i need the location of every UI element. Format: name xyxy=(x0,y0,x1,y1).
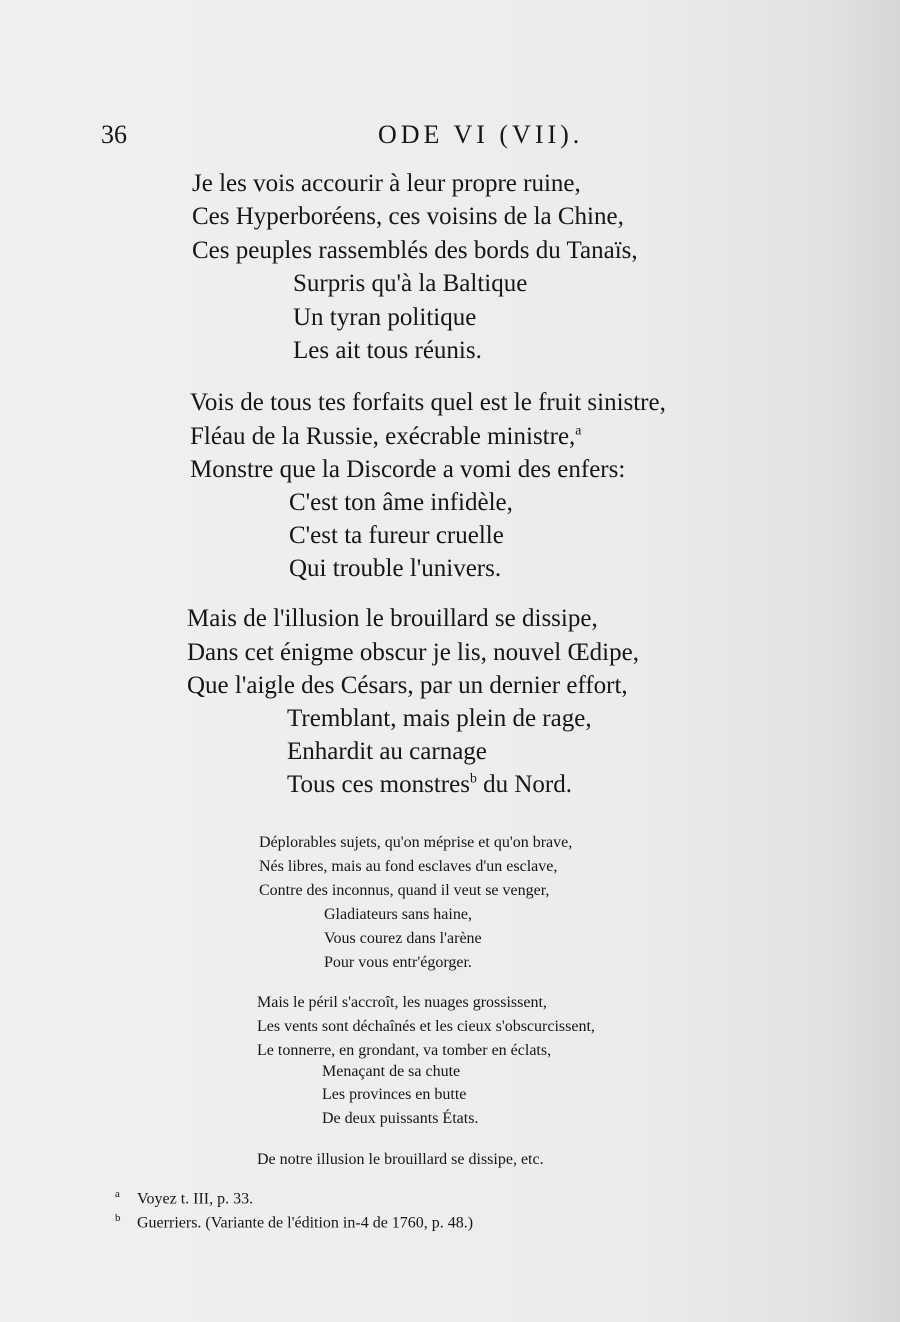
variant-line: Déplorables sujets, qu'on méprise et qu'on brave, xyxy=(259,834,573,851)
verse-line: Je les vois accourir à leur propre ruine, xyxy=(192,170,581,197)
verse-line: Qui trouble l'univers. xyxy=(289,555,502,582)
verse-line: Enhardit au carnage xyxy=(287,738,487,765)
verse-text: Fléau de la Russie, exécrable ministre, xyxy=(190,423,576,450)
verse-line: Que l'aigle des Césars, par un dernier effort, xyxy=(187,672,628,699)
verse-line: C'est ton âme infidèle, xyxy=(289,489,513,516)
footnote-mark: b xyxy=(115,1212,121,1224)
variant-line: Vous courez dans l'arène xyxy=(324,930,482,947)
variant-line: Nés libres, mais au fond esclaves d'un esclave, xyxy=(259,858,558,875)
footnote-mark: a xyxy=(115,1188,120,1200)
verse-line: Mais de l'illusion le brouillard se dissipe, xyxy=(187,605,598,632)
footnote-text: Guerriers. (Variante de l'édition in-4 de 1760, p. 48.) xyxy=(137,1214,474,1232)
footnote-a xyxy=(115,1188,253,1208)
page-title: ODE VI (VII). xyxy=(378,120,584,149)
verse-line: Vois de tous tes forfaits quel est le fruit sinistre, xyxy=(190,389,666,416)
variant-line: De notre illusion le brouillard se dissipe, etc. xyxy=(257,1151,544,1168)
variant-line: Mais le péril s'accroît, les nuages grossissent, xyxy=(257,994,547,1011)
variant-line: Le tonnerre, en grondant, va tomber en éclats, xyxy=(257,1042,552,1059)
variant-line: Menaçant de sa chute xyxy=(322,1063,461,1080)
variant-line: Pour vous entr'égorger. xyxy=(324,954,472,971)
verse-line: Tremblant, mais plein de rage, xyxy=(287,705,592,732)
verse-line: C'est ta fureur cruelle xyxy=(289,522,504,549)
footnote-b xyxy=(115,1212,473,1232)
footnote-ref-b: b xyxy=(469,770,477,786)
variant-line: Les provinces en butte xyxy=(322,1086,467,1103)
verse-line: Dans cet énigme obscur je lis, nouvel Œdipe, xyxy=(187,639,639,666)
variant-line: De deux puissants États. xyxy=(322,1110,479,1127)
verse-line: Ces peuples rassemblés des bords du Tanaïs, xyxy=(192,237,638,264)
verse-line: Un tyran politique xyxy=(293,304,477,331)
verse-text: Tous ces monstres xyxy=(287,771,470,798)
verse-text: du Nord. xyxy=(483,771,572,798)
variant-line: Les vents sont déchaînés et les cieux s'obscurcissent, xyxy=(257,1018,595,1035)
variant-line: Contre des inconnus, quand il veut se venger, xyxy=(259,882,550,899)
variant-line: Gladiateurs sans haine, xyxy=(324,906,472,923)
footnote-text: Voyez t. III, p. 33. xyxy=(137,1190,254,1208)
footnote-ref-a: a xyxy=(575,422,582,438)
verse-line xyxy=(190,423,581,451)
page-number: 36 xyxy=(101,120,127,149)
verse-line: Monstre que la Discorde a vomi des enfers: xyxy=(190,456,626,483)
verse-line: Les ait tous réunis. xyxy=(293,337,482,364)
verse-line xyxy=(287,771,572,799)
verse-line: Surpris qu'à la Baltique xyxy=(293,270,528,297)
running-head xyxy=(0,120,900,156)
verse-line: Ces Hyperboréens, ces voisins de la Chine, xyxy=(192,203,624,230)
